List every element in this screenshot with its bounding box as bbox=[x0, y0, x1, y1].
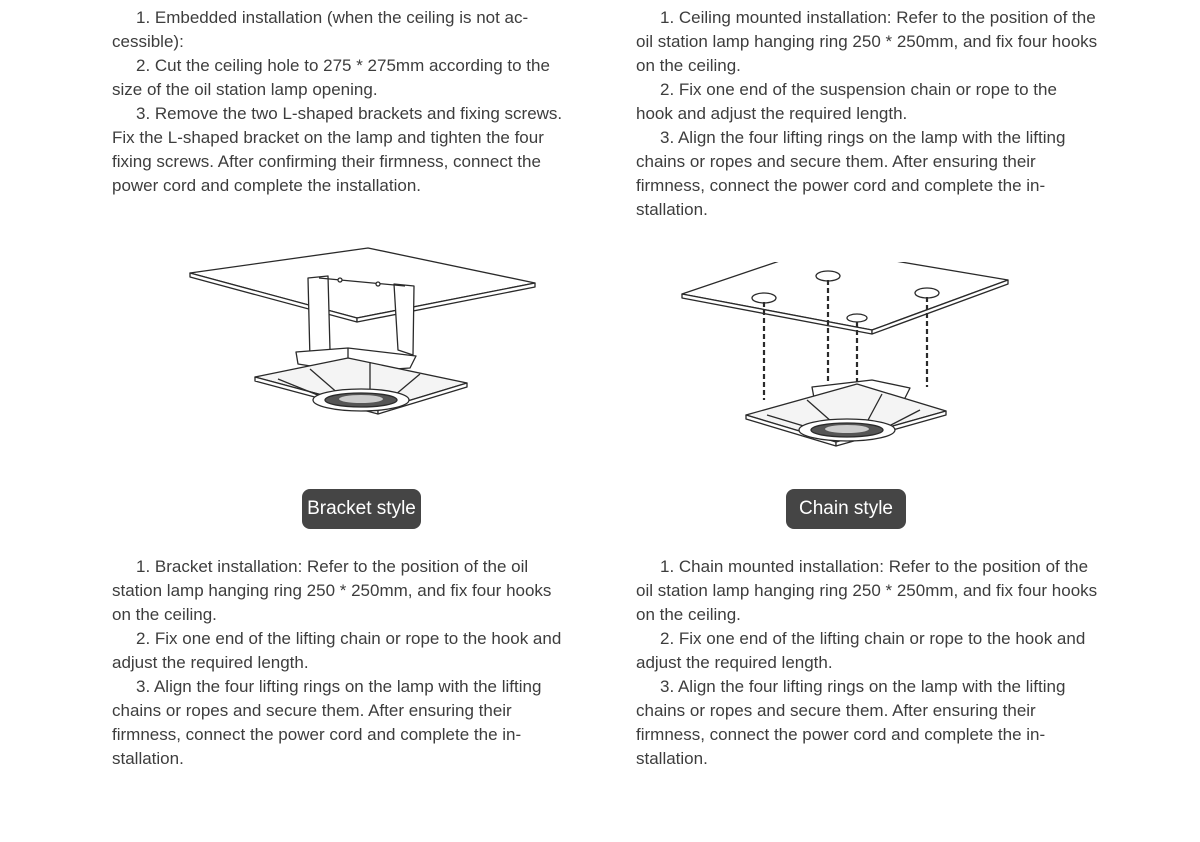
bracket-step-3: 3. Align the four lifting rings on the lamp with the lifting chains or ropes and secure them. After ensuring their firmness, connect the power cord and complete the in-stallation. bbox=[112, 677, 542, 768]
bracket-step-1: 1. Bracket installation: Refer to the position of the oil station lamp hanging ring 250 * 250mm, and fix four hooks on the ceiling. bbox=[112, 557, 552, 624]
bracket-style-label: Bracket style bbox=[302, 489, 421, 529]
hanging-ring bbox=[752, 293, 776, 303]
chain-style-label: Chain style bbox=[786, 489, 906, 529]
bracket-step-2: 2. Fix one end of the lifting chain or rope to the hook and adjust the required length. bbox=[112, 629, 562, 672]
embedded-step-2: 2. Cut the ceiling hole to 275 * 275mm according to the size of the oil station lamp opening. bbox=[112, 56, 550, 99]
right-bracket bbox=[394, 284, 414, 355]
chain-mount-illustration bbox=[672, 262, 1022, 462]
ceiling-step-3: 3. Align the four lifting rings on the lamp with the lifting chains or ropes and secure them. After ensuring their firmness, connect the power cord and complete the in-stallation. bbox=[636, 128, 1066, 219]
ceiling-step-2: 2. Fix one end of the suspension chain or rope to the hook and adjust the required length. bbox=[636, 80, 1057, 123]
embedded-step-3: 3. Remove the two L-shaped brackets and fixing screws. Fix the L-shaped bracket on the lamp and tighten the four fixing screws. After confirming their firmness, connect the power cord and complete the installation. bbox=[112, 104, 563, 195]
embedded-step-1: 1. Embedded installation (when the ceiling is not ac-cessible): bbox=[112, 8, 529, 51]
bracket-installation-text bbox=[112, 555, 574, 771]
chain-step-2: 2. Fix one end of the lifting chain or rope to the hook and adjust the required length. bbox=[636, 629, 1086, 672]
ceiling-slab bbox=[190, 248, 535, 318]
ceiling-slab bbox=[682, 262, 1008, 330]
chain-step-3: 3. Align the four lifting rings on the lamp with the lifting chains or ropes and secure them. After ensuring their firmness, connect the power cord and complete the in-stallation. bbox=[636, 677, 1066, 768]
ceiling-step-1: 1. Ceiling mounted installation: Refer to the position of the oil station lamp hanging ring 250 * 250mm, and fix four hooks on the ceiling. bbox=[636, 8, 1098, 75]
hanging-ring bbox=[847, 314, 867, 322]
bracket-mount-illustration bbox=[180, 240, 550, 430]
chain-installation-text bbox=[636, 555, 1098, 771]
hanging-ring bbox=[816, 271, 840, 281]
embedded-installation-text bbox=[112, 6, 574, 198]
hanging-ring bbox=[915, 288, 939, 298]
ceiling-installation-text bbox=[636, 6, 1098, 222]
chain-step-1: 1. Chain mounted installation: Refer to the position of the oil station lamp hanging ring 250 * 250mm, and fix four hooks on the ceiling. bbox=[636, 557, 1098, 624]
